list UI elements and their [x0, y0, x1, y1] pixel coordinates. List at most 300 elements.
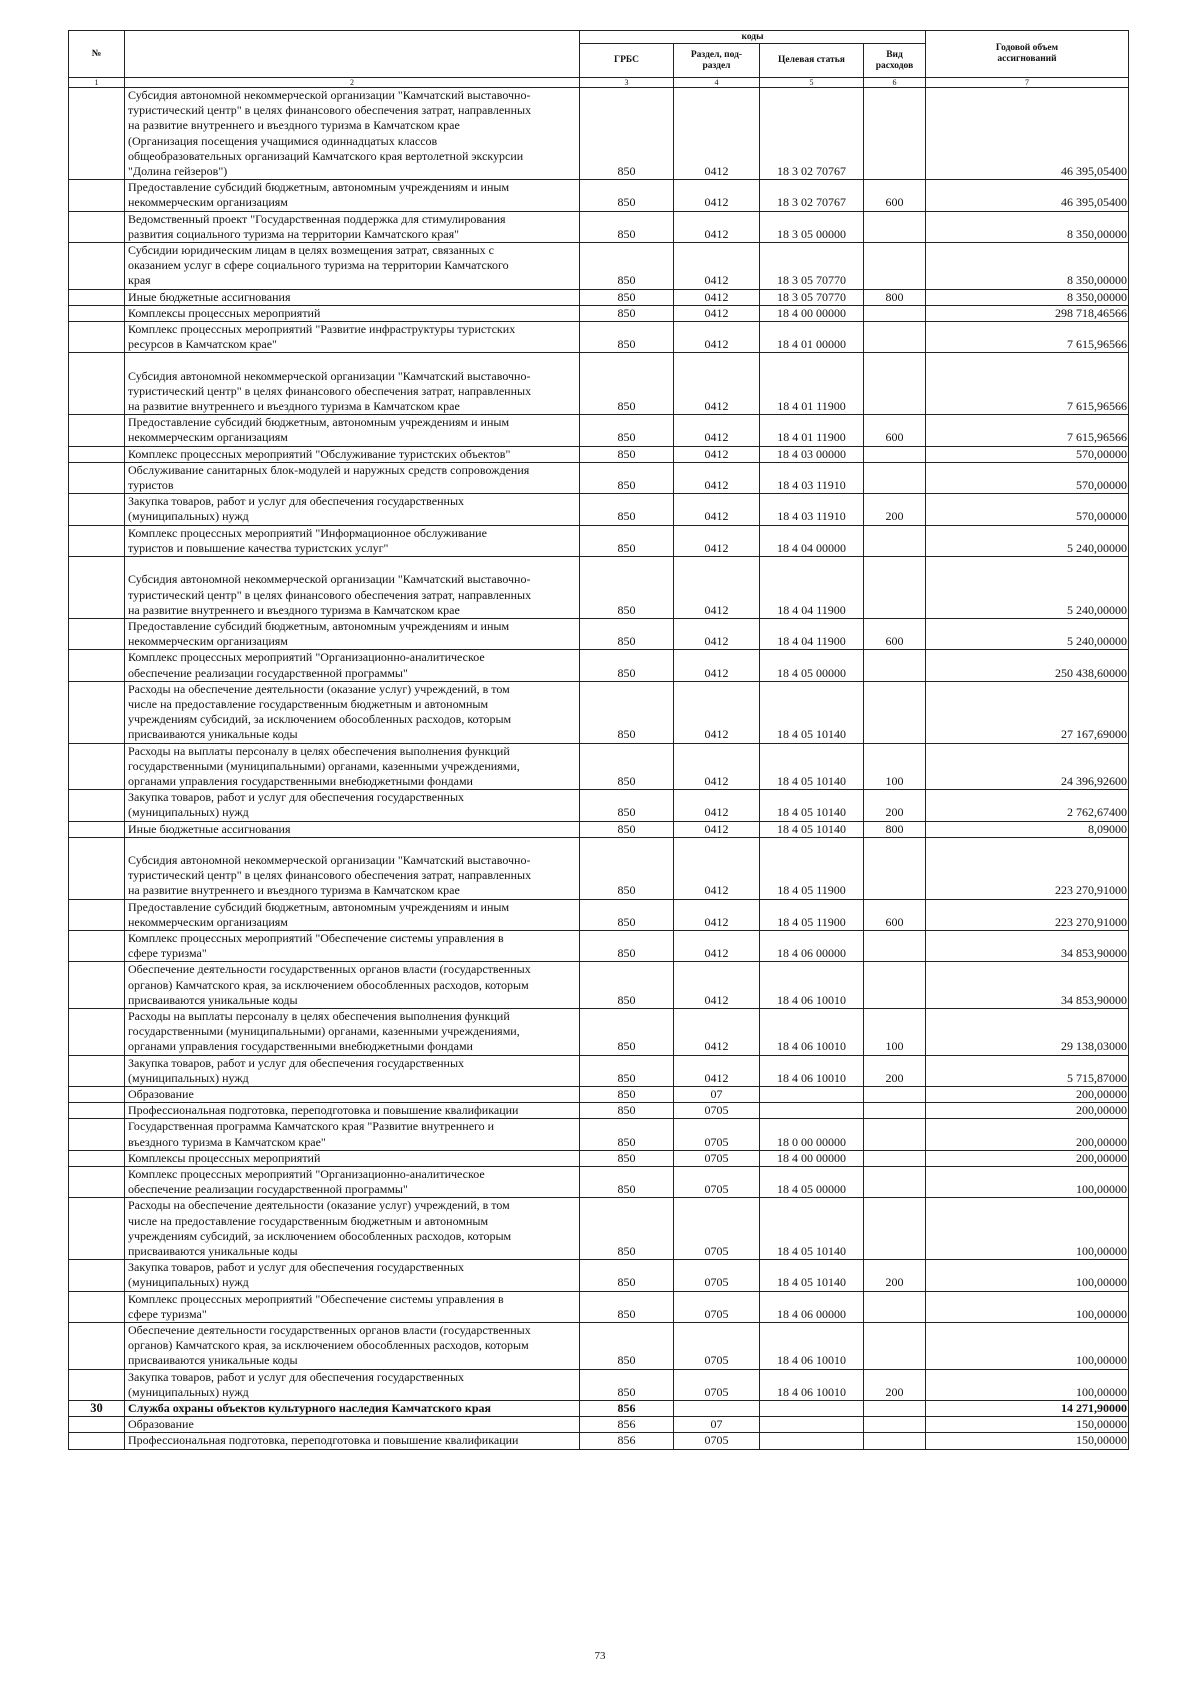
row-name: Расходы на выплаты персоналу в целях обеспечения выполнения функций государственными (муниципальными) органами, казенными учреждениями, органами управления государственными внебюджетными фондами	[125, 1008, 580, 1055]
row-section: 0705	[674, 1119, 760, 1150]
row-number	[69, 790, 125, 821]
table-row	[69, 962, 1129, 1009]
row-target: 18 4 05 10140	[760, 743, 864, 790]
row-section: 0705	[674, 1103, 760, 1119]
row-section: 0412	[674, 557, 760, 619]
table-row	[69, 353, 1129, 415]
row-amount: 5 240,00000	[926, 525, 1129, 556]
table-row	[69, 1008, 1129, 1055]
row-grbs: 850	[580, 821, 674, 837]
row-amount: 34 853,90000	[926, 962, 1129, 1009]
row-grbs: 850	[580, 494, 674, 525]
row-number	[69, 650, 125, 681]
row-name: Комплекс процессных мероприятий "Обеспечение системы управления в сфере туризма"	[125, 1291, 580, 1322]
row-section: 07	[674, 1087, 760, 1103]
row-name: Ведомственный проект "Государственная поддержка для стимулирования развития социального туризма на территории Камчатского края"	[125, 211, 580, 242]
row-amount: 8,09000	[926, 821, 1129, 837]
header-target: Целевая статья	[760, 44, 864, 78]
row-number	[69, 211, 125, 242]
row-exp-type: 200	[864, 790, 926, 821]
row-number	[69, 88, 125, 180]
row-amount: 100,00000	[926, 1291, 1129, 1322]
row-target: 18 4 05 10140	[760, 1260, 864, 1291]
row-target: 18 4 00 00000	[760, 305, 864, 321]
row-name: Комплекс процессных мероприятий "Обслуживание туристских объектов"	[125, 446, 580, 462]
header-name	[125, 31, 580, 78]
row-exp-type	[864, 243, 926, 290]
row-exp-type	[864, 1323, 926, 1370]
row-amount: 223 270,91000	[926, 899, 1129, 930]
row-target: 18 4 05 00000	[760, 1167, 864, 1198]
row-target	[760, 1401, 864, 1417]
row-number	[69, 289, 125, 305]
row-name: Субсидии юридическим лицам в целях возмещения затрат, связанных с оказанием услуг в сфере социального туризма на территории Камчатского края	[125, 243, 580, 290]
row-target: 18 4 03 11910	[760, 462, 864, 493]
row-section: 0412	[674, 1055, 760, 1086]
row-grbs: 850	[580, 88, 674, 180]
row-exp-type	[864, 1401, 926, 1417]
row-grbs: 850	[580, 1008, 674, 1055]
row-exp-type	[864, 446, 926, 462]
row-exp-type	[864, 1103, 926, 1119]
row-exp-type	[864, 1433, 926, 1449]
row-amount: 100,00000	[926, 1198, 1129, 1260]
row-target: 18 3 02 70767	[760, 180, 864, 211]
row-number	[69, 525, 125, 556]
row-exp-type	[864, 525, 926, 556]
table-header	[69, 31, 1129, 88]
col-number: 3	[580, 78, 674, 88]
row-name: Обеспечение деятельности государственных органов власти (государственных органов) Камчатского края, за исключением обособленных расходов, которым присваиваются уникальные коды	[125, 1323, 580, 1370]
row-grbs: 850	[580, 1087, 674, 1103]
row-number: 30	[69, 1401, 125, 1417]
row-name: Закупка товаров, работ и услуг для обеспечения государственных (муниципальных) нужд	[125, 494, 580, 525]
row-number	[69, 446, 125, 462]
table-row	[69, 1103, 1129, 1119]
row-amount: 570,00000	[926, 494, 1129, 525]
row-target: 18 0 00 00000	[760, 1119, 864, 1150]
row-grbs: 850	[580, 1103, 674, 1119]
table-row	[69, 1198, 1129, 1260]
row-number	[69, 1008, 125, 1055]
table-row	[69, 1417, 1129, 1433]
row-grbs: 850	[580, 1260, 674, 1291]
row-grbs: 856	[580, 1401, 674, 1417]
row-exp-type	[864, 557, 926, 619]
table-row	[69, 446, 1129, 462]
row-target: 18 4 06 00000	[760, 1291, 864, 1322]
col-number: 7	[926, 78, 1129, 88]
row-name: Комплексы процессных мероприятий	[125, 1150, 580, 1166]
row-target: 18 4 01 00000	[760, 322, 864, 353]
row-amount: 100,00000	[926, 1260, 1129, 1291]
row-amount: 7 615,96566	[926, 415, 1129, 446]
row-name: Закупка товаров, работ и услуг для обеспечения государственных (муниципальных) нужд	[125, 1055, 580, 1086]
row-grbs: 850	[580, 322, 674, 353]
row-number	[69, 1119, 125, 1150]
header-grbs: ГРБС	[580, 44, 674, 78]
row-exp-type: 600	[864, 180, 926, 211]
table-row	[69, 88, 1129, 180]
row-number	[69, 462, 125, 493]
budget-table-page	[68, 30, 1128, 1450]
table-row	[69, 1119, 1129, 1150]
row-exp-type	[864, 1150, 926, 1166]
row-target: 18 4 01 11900	[760, 415, 864, 446]
row-amount: 14 271,90000	[926, 1401, 1129, 1417]
row-number	[69, 1167, 125, 1198]
row-grbs: 850	[580, 837, 674, 899]
row-name: Субсидия автономной некоммерческой организации "Камчатский выставочно- туристический центр" в целях финансового обеспечения затрат, направленных на развитие внутреннего и въездного туризма в Камчатском крае	[125, 353, 580, 415]
row-exp-type	[864, 1417, 926, 1433]
row-number	[69, 1369, 125, 1400]
row-target: 18 4 04 11900	[760, 557, 864, 619]
row-name: Предоставление субсидий бюджетным, автономным учреждениям и иным некоммерческим организациям	[125, 899, 580, 930]
row-grbs: 850	[580, 211, 674, 242]
row-grbs: 850	[580, 243, 674, 290]
row-name: Комплексы процессных мероприятий	[125, 305, 580, 321]
row-amount: 200,00000	[926, 1087, 1129, 1103]
row-section: 0705	[674, 1369, 760, 1400]
row-name: Комплекс процессных мероприятий "Развитие инфраструктуры туристских ресурсов в Камчатском крае"	[125, 322, 580, 353]
row-grbs: 850	[580, 1150, 674, 1166]
row-exp-type	[864, 1119, 926, 1150]
row-name: Субсидия автономной некоммерческой организации "Камчатский выставочно- туристический центр" в целях финансового обеспечения затрат, направленных на развитие внутреннего и въездного туризма в Камчатском крае (Организация посещения учащимися одиннадцатых классов общеобразовательных организаций Камчатского края вертолетной экскурсии "Долина гейзеров")	[125, 88, 580, 180]
table-row	[69, 415, 1129, 446]
header-section: Раздел, под- раздел	[674, 44, 760, 78]
row-grbs: 850	[580, 1198, 674, 1260]
row-target: 18 4 03 11910	[760, 494, 864, 525]
row-name: Служба охраны объектов культурного наследия Камчатского края	[125, 1401, 580, 1417]
row-number	[69, 837, 125, 899]
row-number	[69, 415, 125, 446]
row-grbs: 850	[580, 1323, 674, 1370]
row-grbs: 850	[580, 305, 674, 321]
row-grbs: 850	[580, 525, 674, 556]
table-row	[69, 1260, 1129, 1291]
row-target: 18 4 05 11900	[760, 837, 864, 899]
row-target: 18 4 05 10140	[760, 681, 864, 743]
row-amount: 29 138,03000	[926, 1008, 1129, 1055]
row-target: 18 4 03 00000	[760, 446, 864, 462]
header-exp-type: Вид расходов	[864, 44, 926, 78]
row-amount: 46 395,05400	[926, 180, 1129, 211]
table-row	[69, 930, 1129, 961]
table-row	[69, 322, 1129, 353]
page-number: 73	[594, 1650, 606, 1662]
col-number: 5	[760, 78, 864, 88]
table-row	[69, 180, 1129, 211]
table-row	[69, 557, 1129, 619]
row-section: 0412	[674, 790, 760, 821]
row-exp-type: 200	[864, 1369, 926, 1400]
row-section: 0412	[674, 743, 760, 790]
row-exp-type: 100	[864, 1008, 926, 1055]
row-amount: 298 718,46566	[926, 305, 1129, 321]
row-target: 18 4 05 10140	[760, 790, 864, 821]
row-amount: 100,00000	[926, 1323, 1129, 1370]
row-grbs: 850	[580, 743, 674, 790]
row-target	[760, 1433, 864, 1449]
header-num: №	[69, 31, 125, 78]
row-name: Расходы на обеспечение деятельности (оказание услуг) учреждений, в том числе на предоставление государственным бюджетным и автономным учреждениям субсидий, за исключением обособленных расходов, которым присваиваются уникальные коды	[125, 681, 580, 743]
row-grbs: 850	[580, 1119, 674, 1150]
row-exp-type: 200	[864, 494, 926, 525]
row-section: 0412	[674, 821, 760, 837]
row-name: Иные бюджетные ассигнования	[125, 821, 580, 837]
row-name: Закупка товаров, работ и услуг для обеспечения государственных (муниципальных) нужд	[125, 1369, 580, 1400]
table-row	[69, 243, 1129, 290]
table-row	[69, 525, 1129, 556]
row-number	[69, 618, 125, 649]
row-target	[760, 1417, 864, 1433]
row-exp-type: 200	[864, 1055, 926, 1086]
row-section: 0412	[674, 618, 760, 649]
row-name: Образование	[125, 1417, 580, 1433]
col-number: 2	[125, 78, 580, 88]
row-number	[69, 1417, 125, 1433]
row-amount: 570,00000	[926, 446, 1129, 462]
row-amount: 5 240,00000	[926, 557, 1129, 619]
table-row	[69, 618, 1129, 649]
row-grbs: 850	[580, 618, 674, 649]
row-grbs: 850	[580, 962, 674, 1009]
row-exp-type: 200	[864, 1260, 926, 1291]
row-number	[69, 494, 125, 525]
row-name: Комплекс процессных мероприятий "Информационное обслуживание туристов и повышение качества туристских услуг"	[125, 525, 580, 556]
row-section: 0705	[674, 1260, 760, 1291]
row-number	[69, 899, 125, 930]
row-number	[69, 557, 125, 619]
table-row	[69, 790, 1129, 821]
row-amount: 24 396,92600	[926, 743, 1129, 790]
row-target: 18 4 01 11900	[760, 353, 864, 415]
row-section: 0412	[674, 305, 760, 321]
row-amount: 2 762,67400	[926, 790, 1129, 821]
row-amount: 100,00000	[926, 1167, 1129, 1198]
row-grbs: 850	[580, 289, 674, 305]
row-target: 18 4 04 00000	[760, 525, 864, 556]
row-grbs: 850	[580, 790, 674, 821]
row-number	[69, 743, 125, 790]
row-name: Комплекс процессных мероприятий "Организационно-аналитическое обеспечение реализации государственной программы"	[125, 650, 580, 681]
table-row	[69, 1167, 1129, 1198]
row-number	[69, 1433, 125, 1449]
table-row	[69, 305, 1129, 321]
row-section: 0412	[674, 494, 760, 525]
table-row	[69, 1401, 1129, 1417]
col-number: 6	[864, 78, 926, 88]
row-number	[69, 1055, 125, 1086]
row-exp-type	[864, 353, 926, 415]
column-number-row	[69, 78, 1129, 88]
row-section: 0412	[674, 1008, 760, 1055]
row-number	[69, 305, 125, 321]
row-grbs: 850	[580, 930, 674, 961]
row-grbs: 856	[580, 1433, 674, 1449]
row-name: Предоставление субсидий бюджетным, автономным учреждениям и иным некоммерческим организациям	[125, 180, 580, 211]
row-exp-type	[864, 1291, 926, 1322]
row-exp-type	[864, 962, 926, 1009]
row-target: 18 4 06 10010	[760, 1008, 864, 1055]
row-amount: 200,00000	[926, 1119, 1129, 1150]
row-grbs: 850	[580, 180, 674, 211]
row-amount: 8 350,00000	[926, 289, 1129, 305]
row-number	[69, 180, 125, 211]
table-row	[69, 821, 1129, 837]
row-section: 0412	[674, 243, 760, 290]
row-number	[69, 1291, 125, 1322]
row-target: 18 4 05 10140	[760, 821, 864, 837]
row-amount: 7 615,96566	[926, 353, 1129, 415]
row-name: Закупка товаров, работ и услуг для обеспечения государственных (муниципальных) нужд	[125, 1260, 580, 1291]
row-amount: 150,00000	[926, 1417, 1129, 1433]
row-name: Расходы на выплаты персоналу в целях обеспечения выполнения функций государственными (муниципальными) органами, казенными учреждениями, органами управления государственными внебюджетными фондами	[125, 743, 580, 790]
row-target: 18 4 06 00000	[760, 930, 864, 961]
row-name: Комплекс процессных мероприятий "Обеспечение системы управления в сфере туризма"	[125, 930, 580, 961]
row-grbs: 850	[580, 681, 674, 743]
row-grbs: 850	[580, 1291, 674, 1322]
row-exp-type	[864, 930, 926, 961]
table-row	[69, 1150, 1129, 1166]
table-row	[69, 289, 1129, 305]
row-exp-type	[864, 1087, 926, 1103]
row-section: 0412	[674, 88, 760, 180]
row-name: Расходы на обеспечение деятельности (оказание услуг) учреждений, в том числе на предоставление государственным бюджетным и автономным учреждениям субсидий, за исключением обособленных расходов, которым присваиваются уникальные коды	[125, 1198, 580, 1260]
table-row	[69, 1087, 1129, 1103]
row-amount: 150,00000	[926, 1433, 1129, 1449]
row-amount: 5 715,87000	[926, 1055, 1129, 1086]
row-target: 18 3 05 70770	[760, 289, 864, 305]
row-target: 18 4 06 10010	[760, 1323, 864, 1370]
col-number: 1	[69, 78, 125, 88]
row-amount: 27 167,69000	[926, 681, 1129, 743]
row-amount: 200,00000	[926, 1150, 1129, 1166]
row-target: 18 4 06 10010	[760, 962, 864, 1009]
row-grbs: 850	[580, 462, 674, 493]
row-exp-type	[864, 305, 926, 321]
row-name: Субсидия автономной некоммерческой организации "Камчатский выставочно- туристический центр" в целях финансового обеспечения затрат, направленных на развитие внутреннего и въездного туризма в Камчатском крае	[125, 837, 580, 899]
row-section: 0705	[674, 1167, 760, 1198]
row-exp-type: 800	[864, 821, 926, 837]
row-exp-type	[864, 681, 926, 743]
row-target	[760, 1087, 864, 1103]
table-row	[69, 211, 1129, 242]
row-section: 0412	[674, 930, 760, 961]
row-exp-type: 600	[864, 899, 926, 930]
row-exp-type	[864, 1198, 926, 1260]
row-number	[69, 1087, 125, 1103]
row-number	[69, 1103, 125, 1119]
row-name: Государственная программа Камчатского края "Развитие внутреннего и въездного туризма в Камчатском крае"	[125, 1119, 580, 1150]
row-exp-type	[864, 650, 926, 681]
row-name: Комплекс процессных мероприятий "Организационно-аналитическое обеспечение реализации государственной программы"	[125, 1167, 580, 1198]
row-section: 0412	[674, 211, 760, 242]
row-section: 0705	[674, 1291, 760, 1322]
table-body	[69, 88, 1129, 1450]
row-grbs: 850	[580, 446, 674, 462]
row-amount: 7 615,96566	[926, 322, 1129, 353]
row-grbs: 856	[580, 1417, 674, 1433]
table-row	[69, 1291, 1129, 1322]
row-name: Обслуживание санитарных блок-модулей и наружных средств сопровождения туристов	[125, 462, 580, 493]
row-number	[69, 962, 125, 1009]
row-target: 18 3 05 70770	[760, 243, 864, 290]
row-amount: 100,00000	[926, 1369, 1129, 1400]
table-row	[69, 681, 1129, 743]
row-section: 0412	[674, 525, 760, 556]
row-section: 0412	[674, 353, 760, 415]
table-row	[69, 1055, 1129, 1086]
row-grbs: 850	[580, 899, 674, 930]
row-target: 18 4 00 00000	[760, 1150, 864, 1166]
row-amount: 200,00000	[926, 1103, 1129, 1119]
row-exp-type: 600	[864, 415, 926, 446]
row-name: Субсидия автономной некоммерческой организации "Камчатский выставочно- туристический центр" в целях финансового обеспечения затрат, направленных на развитие внутреннего и въездного туризма в Камчатском крае	[125, 557, 580, 619]
row-target: 18 4 05 11900	[760, 899, 864, 930]
row-number	[69, 353, 125, 415]
row-target: 18 4 05 10140	[760, 1198, 864, 1260]
row-grbs: 850	[580, 1055, 674, 1086]
row-section: 0412	[674, 446, 760, 462]
row-target	[760, 1103, 864, 1119]
row-exp-type	[864, 322, 926, 353]
row-name: Профессиональная подготовка, переподготовка и повышение квалификации	[125, 1433, 580, 1449]
row-section: 0412	[674, 289, 760, 305]
row-name: Предоставление субсидий бюджетным, автономным учреждениям и иным некоммерческим организациям	[125, 415, 580, 446]
row-number	[69, 322, 125, 353]
row-exp-type	[864, 462, 926, 493]
row-number	[69, 930, 125, 961]
row-grbs: 850	[580, 650, 674, 681]
table-row	[69, 1323, 1129, 1370]
row-amount: 5 240,00000	[926, 618, 1129, 649]
row-amount: 250 438,60000	[926, 650, 1129, 681]
row-amount: 8 350,00000	[926, 211, 1129, 242]
row-section: 0412	[674, 322, 760, 353]
table-row	[69, 462, 1129, 493]
row-grbs: 850	[580, 353, 674, 415]
row-name: Предоставление субсидий бюджетным, автономным учреждениям и иным некоммерческим организациям	[125, 618, 580, 649]
row-grbs: 850	[580, 1167, 674, 1198]
row-exp-type	[864, 837, 926, 899]
row-section: 0412	[674, 899, 760, 930]
budget-allocation-table	[68, 30, 1129, 1450]
row-grbs: 850	[580, 1369, 674, 1400]
row-target: 18 3 05 00000	[760, 211, 864, 242]
row-grbs: 850	[580, 415, 674, 446]
row-section: 07	[674, 1417, 760, 1433]
row-section: 0412	[674, 837, 760, 899]
row-section: 0412	[674, 180, 760, 211]
row-target: 18 4 06 10010	[760, 1055, 864, 1086]
row-section: 0705	[674, 1198, 760, 1260]
header-codes: коды	[580, 31, 926, 44]
row-amount: 570,00000	[926, 462, 1129, 493]
row-number	[69, 1260, 125, 1291]
row-section: 0412	[674, 415, 760, 446]
row-exp-type	[864, 1167, 926, 1198]
row-number	[69, 1198, 125, 1260]
row-number	[69, 821, 125, 837]
row-number	[69, 681, 125, 743]
row-exp-type	[864, 88, 926, 180]
row-exp-type	[864, 211, 926, 242]
row-name: Закупка товаров, работ и услуг для обеспечения государственных (муниципальных) нужд	[125, 790, 580, 821]
row-number	[69, 1323, 125, 1370]
row-amount: 34 853,90000	[926, 930, 1129, 961]
table-row	[69, 743, 1129, 790]
